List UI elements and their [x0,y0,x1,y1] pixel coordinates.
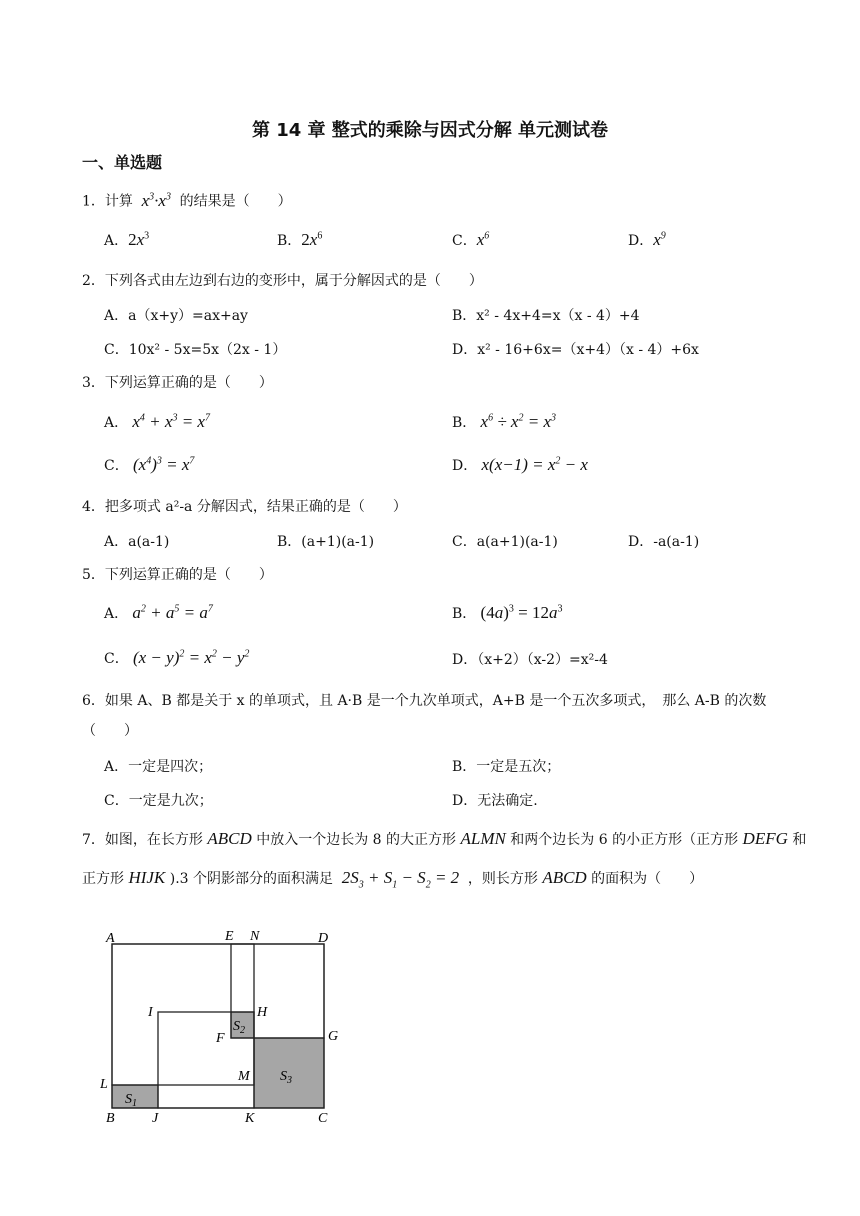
q6-option-d[interactable]: D．无法确定. [452,793,538,809]
label-c: C [318,1111,328,1126]
q3-option-c[interactable]: C． $(x^4)^3 = x^7$ [104,455,195,474]
q3-option-d[interactable]: D． $x(x-1) = x^2 - x$ [452,455,588,474]
q1-tail: 的结果是（ ） [179,193,292,210]
label-s3: $S_3$ [280,1069,292,1086]
label-n: N [250,929,260,944]
q5-option-d[interactable]: D．（x+2）（x-2）=x²-4 [452,652,608,668]
label-e: E [225,929,234,944]
question-6: 6．如果 A、B 都是关于 x 的单项式，且 A·B 是一个九次单项式，A+B 是一个五次多项式， 那么 A-B 的次数（ ） [82,693,767,739]
label-d: D [318,931,329,946]
q1-option-a[interactable]: A．$2x^3$ [104,230,150,249]
q4-option-b[interactable]: B．(a+1)(a-1) [277,534,375,550]
label-s1: $S_1$ [125,1092,137,1109]
q1-option-c[interactable]: C．$x^6$ [452,230,490,249]
label-j: J [152,1111,159,1126]
question-7: 7．如图，在长方形 ABCD 中放入一个边长为 8 的大正方形 ALMN 和两个边长为 6 的小正方形（正方形 DEFG 和正方形 HIJK ).3 个阴影部分的面积满足 $2S_3 + S_1 - S_2 = 2$ ，则长方形 ABCD 的面积为（ ） [82,829,807,891]
shade-s3 [254,1038,324,1108]
label-s2: $S_2$ [233,1019,245,1036]
label-i: I [148,1005,153,1020]
question-1 [82,186,292,213]
q5-option-a[interactable]: A． $a^2 + a^5 = a^7$ [104,603,213,622]
q7-condition: $2S_3 + S_1 - S_2 = 2$ [337,868,464,891]
page-title: 第 14 章 整式的乘除与因式分解 单元测试卷 [251,120,609,141]
q4-option-a[interactable]: A．a(a-1) [104,534,170,550]
q5-option-c[interactable]: C． $(x - y)^2 = x^2 - y^2$ [104,648,250,667]
q6-option-c[interactable]: C．一定是九次； [104,793,213,809]
section-heading: 一、单选题 [82,153,163,172]
q3-option-a[interactable]: A． $x^4 + x^3 = x^7$ [104,412,210,431]
q1-expression: $x^3\cdot x^3$ [137,190,171,210]
q1-option-b[interactable]: B．$2x^6$ [277,230,323,249]
rectangle-figure [100,928,360,1128]
label-k: K [245,1111,255,1126]
q6-option-a[interactable]: A．一定是四次； [104,759,213,775]
label-f: F [216,1031,225,1046]
label-m: M [238,1069,250,1084]
label-g: G [328,1029,339,1044]
q3-option-b[interactable]: B． $x^6 \div x^2 = x^3$ [452,412,557,431]
q5-option-b[interactable]: B． $(4a)^3 = 12a^3$ [452,603,563,622]
label-l: L [100,1077,108,1092]
q2-option-a[interactable]: A．a（x+y）=ax+ay [104,308,248,324]
q2-option-b[interactable]: B．x² - 4x+4=x（x - 4）+4 [452,308,640,324]
label-h: H [257,1005,268,1020]
q1-option-d[interactable]: D．$x^9$ [628,230,666,249]
label-b: B [106,1111,115,1126]
q4-option-d[interactable]: D．-a(a-1) [628,534,700,550]
label-a: A [106,931,115,946]
question-2: 2．下列各式由左边到右边的变形中，属于分解因式的是（ ） [82,273,483,289]
q2-option-c[interactable]: C．10x² - 5x=5x（2x - 1） [104,342,287,358]
q2-option-d[interactable]: D．x² - 16+6x=（x+4）（x - 4）+6x [452,342,699,358]
q6-option-b[interactable]: B．一定是五次； [452,759,561,775]
question-3: 3．下列运算正确的是（ ） [82,375,273,391]
question-4: 4．把多项式 a²-a 分解因式，结果正确的是（ ） [82,499,407,515]
question-5: 5．下列运算正确的是（ ） [82,567,273,583]
q4-option-c[interactable]: C．a(a+1)(a-1) [452,534,558,550]
q1-stem: 1．计算 [82,193,133,210]
